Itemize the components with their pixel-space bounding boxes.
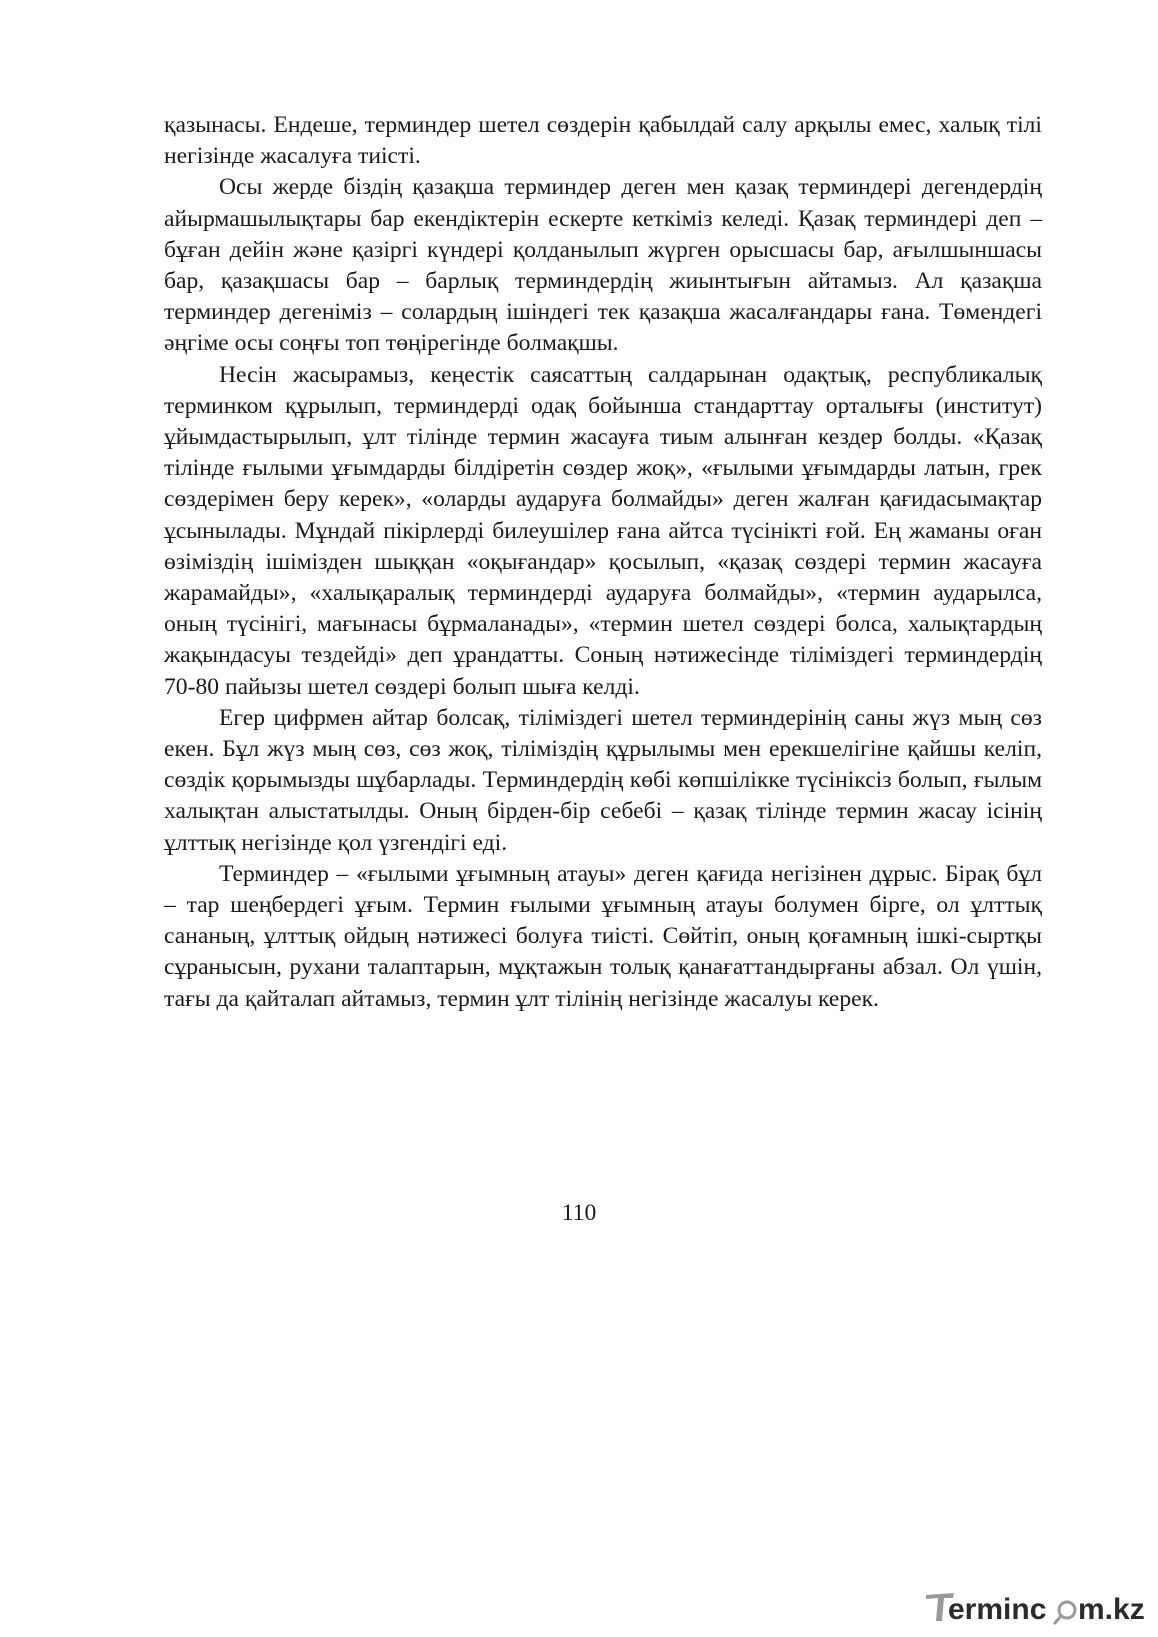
paragraph: Осы жерде біздің қазақша терминдер деген мен қазақ терминдері дегендердің айырмашылықтары бар екендіктерін ескерте кеткіміз келеді. Қазақ терминдері деп – бұған дейін және қазіргі күндері қолданылып жүрген орысшасы бар, ағылшыншасы бар, қазақшасы бар – барлық терминдердің жиынтығын айтамыз. Ал қазақша терминдер дегеніміз – солардың ішіндегі тек қазақша жасалғандары ғана. Төмендегі әңгіме осы соңғы топ төңірегінде болмақшы. <box>164 174 1042 357</box>
paragraph: Терминдер – «ғылыми ұғымның атауы» деген қағида негізінен дұрыс. Бірақ бұл – тар шеңбердегі ұғым. Термин ғылыми ұғымның атауы болумен бірге, ол ұлттық сананың, ұлттық ойдың нәтижесі болуға тиісті. Сөйтіп, оның қоғамның ішкі-сыртқы сұранысын, рухани талаптарын, мұқтажын толық қанағаттандырғаны абзал. Ол үшін, тағы да қайталап айтамыз, термин ұлт тілінің негізінде жасалуы керек. <box>164 860 1042 1012</box>
page-number: 110 <box>561 1200 597 1226</box>
body-text <box>164 110 1042 1015</box>
svg-text:m.kz: m.kz <box>1078 1593 1145 1626</box>
paragraph: Егер цифрмен айтар болсақ, тіліміздегі шетел терминдерінің саны жүз мың сөз екен. Бұл жүз мың сөз, сөз жоқ, тіліміздің құрылымы мен ерекшелігіне қайшы келіп, сөздік қорымызды шұбарлады. Терминдердің көбі көпшілікке түсініксіз болып, ғылым халықтан алыстатылды. Оның бірден-бір себебі – қазақ тілінде термин жасау ісінің ұлттық негізінде қол үзгендігі еді. <box>164 704 1042 856</box>
svg-text:erminc: erminc <box>948 1593 1047 1626</box>
paragraph: Несін жасырамыз, кеңестік саясаттың салдарынан одақтық, республикалық терминком құрылып, терминдерді одақ бойынша стандарттау орталығы (институт) ұйымдастырылып, ұлт тілінде термин жасауға тиым алынған кездер болды. «Қазақ тілінде ғылыми ұғымдарды білдіретін сөздер жоқ», «ғылыми ұғымдарды латын, грек сөздерімен беру керек», «оларды аударуға болмайды» деген жалған қағидасымақтар ұсынылады. Мұндай пікірлерді билеушілер ғана айтса түсінікті ғой. Ең жаманы оған өзіміздің ішімізден шыққан «оқығандар» қосылып, «қазақ сөздері термин жасауға жарамайды», «халықаралық терминдерді аударуға болмайды», «термин аударылса, оның түсінігі, мағынасы бұрмаланады», «термин шетел сөздері болса, халықтардың жақындасуы тездейді» деп ұрандатты. Соның нәтижесінде тіліміздегі терминдердің 70-80 пайызы шетел сөздері болып шыға келді. <box>164 361 1042 700</box>
magnifier-icon <box>1055 1602 1075 1623</box>
termincom-logo-watermark <box>920 1585 1150 1631</box>
paragraph-continuation: қазынасы. Ендеше, терминдер шетел сөздерін қабылдай салу арқылы емес, халық тілі негізінде жасалуға тиісті. <box>164 112 1042 170</box>
